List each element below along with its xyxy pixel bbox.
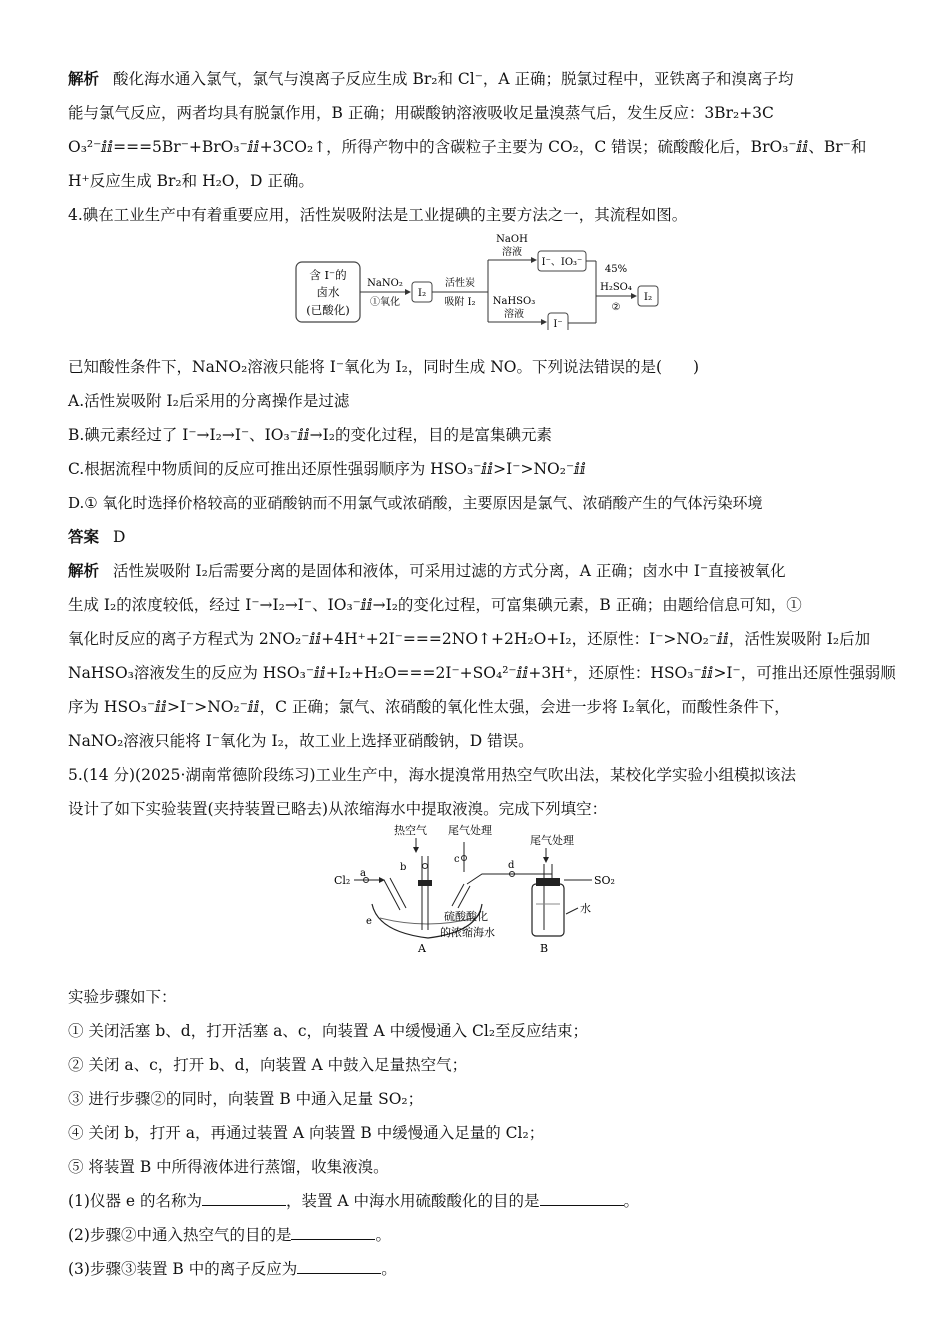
- answer-blank[interactable]: [540, 1191, 624, 1206]
- analysis-1-line-4: H⁺反应生成 Br₂和 H₂O，D 正确。: [68, 172, 314, 190]
- option-a: A.活性炭吸附 I₂后采用的分离操作是过滤: [68, 392, 350, 410]
- valve-b[interactable]: [423, 864, 428, 869]
- tail-gas-label-1: 尾气处理: [448, 824, 492, 837]
- answer-label: 答案: [68, 527, 100, 546]
- arrow-adsorb-bottom: 吸附 I₂: [444, 297, 476, 308]
- question-4-known: 已知酸性条件下，NaNO₂溶液只能将 I⁻氧化为 I₂，同时生成 NO。下列说法错误的是( ): [68, 358, 700, 376]
- apparatus-diagram: [332, 822, 622, 960]
- step-4: ④ 关闭 b，打开 a，再通过装置 A 向装置 B 中缓慢通入足量的 Cl₂；: [68, 1124, 545, 1142]
- option-b: B.碘元素经过了 I⁻→I₂→I⁻、IO₃⁻ⅈⅈ→I₂的变化过程，目的是富集碘元素: [68, 426, 552, 444]
- step-1: ① 关闭活塞 b、d，打开活塞 a、c，向装置 A 中缓慢通入 Cl₂至反应结束；: [68, 1022, 589, 1040]
- answer-value: D: [113, 528, 126, 546]
- water-label: 水: [580, 902, 591, 915]
- answer-blank[interactable]: [291, 1225, 375, 1240]
- tail-gas-label-2: 尾气处理: [530, 834, 574, 847]
- svg-text:I₂: I₂: [643, 291, 653, 303]
- svg-text:I₂: I₂: [417, 287, 427, 299]
- analysis-1-line-1: 解析 酸化海水通入氯气，氯气与溴离子反应生成 Br₂和 Cl⁻，A 正确；脱氯过程中，亚铁离子和溴离子均: [68, 69, 794, 88]
- valve-d-label: d: [508, 860, 515, 871]
- analysis-label: 解析: [68, 561, 100, 580]
- valve-a-label: a: [360, 868, 366, 879]
- arrow-oxidize-bottom: ①氧化: [370, 297, 400, 308]
- question-4-stem: 4.碘在工业生产中有着重要应用，活性炭吸附法是工业提碘的主要方法之一，其流程如图。: [68, 206, 688, 224]
- brine-label-1: 含 I⁻的: [309, 268, 347, 282]
- instrument-e-label: e: [366, 916, 372, 927]
- analysis-1-line-3: O₃²⁻ⅈⅈ===5Br⁻+BrO₃⁻ⅈⅈ+3CO₂↑，所得产物中的含碳粒子主要为 CO₂，C 错误；硫酸酸化后，BrO₃⁻ⅈⅈ、Br⁻和: [68, 138, 867, 156]
- iodine-flow-diagram: [292, 230, 662, 330]
- valve-c-label: c: [454, 854, 460, 865]
- analysis-1-line-2: 能与氯气反应，两者均具有脱氯作用，B 正确；用碳酸钠溶液吸收足量溴蒸气后，发生反应：3Br₂+3C: [68, 104, 774, 122]
- analysis-2-line-4: NaHSO₃溶液发生的反应为 HSO₃⁻ⅈⅈ+I₂+H₂O===2I⁻+SO₄²⁻ⅈⅈ+3H⁺，还原性：HSO₃⁻ⅈⅈ>I⁻，可推出还原性强弱顺: [68, 664, 896, 682]
- analysis-2-line-5: 序为 HSO₃⁻ⅈⅈ>I⁻>NO₂⁻ⅈⅈ，C 正确；氯气、浓硝酸的氧化性太强，会进一步将 I₂氧化，而酸性条件下，: [68, 698, 790, 716]
- brine-label-2: 卤水: [316, 285, 340, 299]
- sub-question-2: (2)步骤②中通入热空气的目的是 。: [68, 1226, 391, 1244]
- step-2: ② 关闭 a、c，打开 b、d，向装置 A 中鼓入足量热空气；: [68, 1056, 468, 1074]
- answer-blank[interactable]: [297, 1259, 381, 1274]
- analysis-2-line-1: 解析 活性炭吸附 I₂后需要分离的是固体和液体，可采用过滤的方式分离，A 正确；卤水中 I⁻直接被氧化: [68, 561, 786, 580]
- hot-air-label: 热空气: [394, 824, 427, 837]
- apparatus-b-label: B: [540, 942, 549, 955]
- svg-text:NaOH: NaOH: [496, 234, 528, 245]
- svg-text:I⁻: I⁻: [553, 319, 563, 330]
- steps-title: 实验步骤如下：: [68, 988, 177, 1006]
- option-c: C.根据流程中物质间的反应可推出还原性强弱顺序为 HSO₃⁻ⅈⅈ>I⁻>NO₂⁻ⅈⅈ: [68, 460, 586, 478]
- analysis-2-line-2: 生成 I₂的浓度较低，经过 I⁻→I₂→I⁻、IO₃⁻ⅈⅈ→I₂的变化过程，可富集碘元素，B 正确；由题给信息可知，①: [68, 596, 802, 614]
- svg-text:45%: 45%: [604, 264, 628, 275]
- svg-text:I⁻、IO₃⁻: I⁻、IO₃⁻: [541, 257, 583, 268]
- cl2-label: Cl₂: [334, 874, 351, 887]
- apparatus-a-label: A: [418, 942, 426, 955]
- answer-blank[interactable]: [202, 1191, 286, 1206]
- svg-text:H₂SO₄: H₂SO₄: [600, 282, 632, 293]
- svg-text:②: ②: [611, 302, 621, 313]
- step-3: ③ 进行步骤②的同时，向装置 B 中通入足量 SO₂；: [68, 1090, 424, 1108]
- sub-question-1: (1)仪器 e 的名称为 ，装置 A 中海水用硫酸酸化的目的是 。: [68, 1192, 640, 1210]
- analysis-2-line-3: 氧化时反应的离子方程式为 2NO₂⁻ⅈⅈ+4H⁺+2I⁻===2NO↑+2H₂O+I₂，还原性：I⁻>NO₂⁻ⅈⅈ，活性炭吸附 I₂后加: [68, 630, 871, 648]
- svg-text:溶液: 溶液: [502, 247, 522, 258]
- arrow-adsorb-top: 活性炭: [445, 278, 475, 289]
- so2-label: SO₂: [594, 874, 615, 887]
- analysis-label: 解析: [68, 69, 100, 88]
- sub-question-3: (3)步骤③装置 B 中的离子反应为 。: [68, 1260, 397, 1278]
- analysis-2-line-6: NaNO₂溶液只能将 I⁻氧化为 I₂，故工业上选择亚硝酸钠，D 错误。: [68, 732, 534, 750]
- option-d: D.① 氧化时选择价格较高的亚硝酸钠而不用氯气或浓硝酸，主要原因是氯气、浓硝酸产生的气体污染环境: [68, 494, 763, 512]
- question-5-stem-2: 设计了如下实验装置(夹持装置已略去)从浓缩海水中提取液溴。完成下列填空：: [68, 800, 608, 818]
- answer-line: [68, 520, 888, 554]
- question-5-stem-1: 5.(14 分)(2025·湖南常德阶段练习)工业生产中，海水提溴常用热空气吹出法，某校化学实验小组模拟该法: [68, 766, 797, 784]
- step-5: ⑤ 将装置 B 中所得液体进行蒸馏，收集液溴。: [68, 1158, 389, 1176]
- seawater-label-1: 硫酸酸化: [444, 910, 488, 923]
- svg-text:溶液: 溶液: [504, 309, 524, 320]
- arrow-oxidize-top: NaNO₂: [367, 278, 403, 289]
- seawater-label-2: 的浓缩海水: [440, 926, 495, 939]
- valve-b-label: b: [400, 862, 407, 873]
- svg-text:NaHSO₃: NaHSO₃: [492, 296, 536, 307]
- brine-label-3: (已酸化): [306, 303, 350, 317]
- bottle-b: [532, 884, 564, 936]
